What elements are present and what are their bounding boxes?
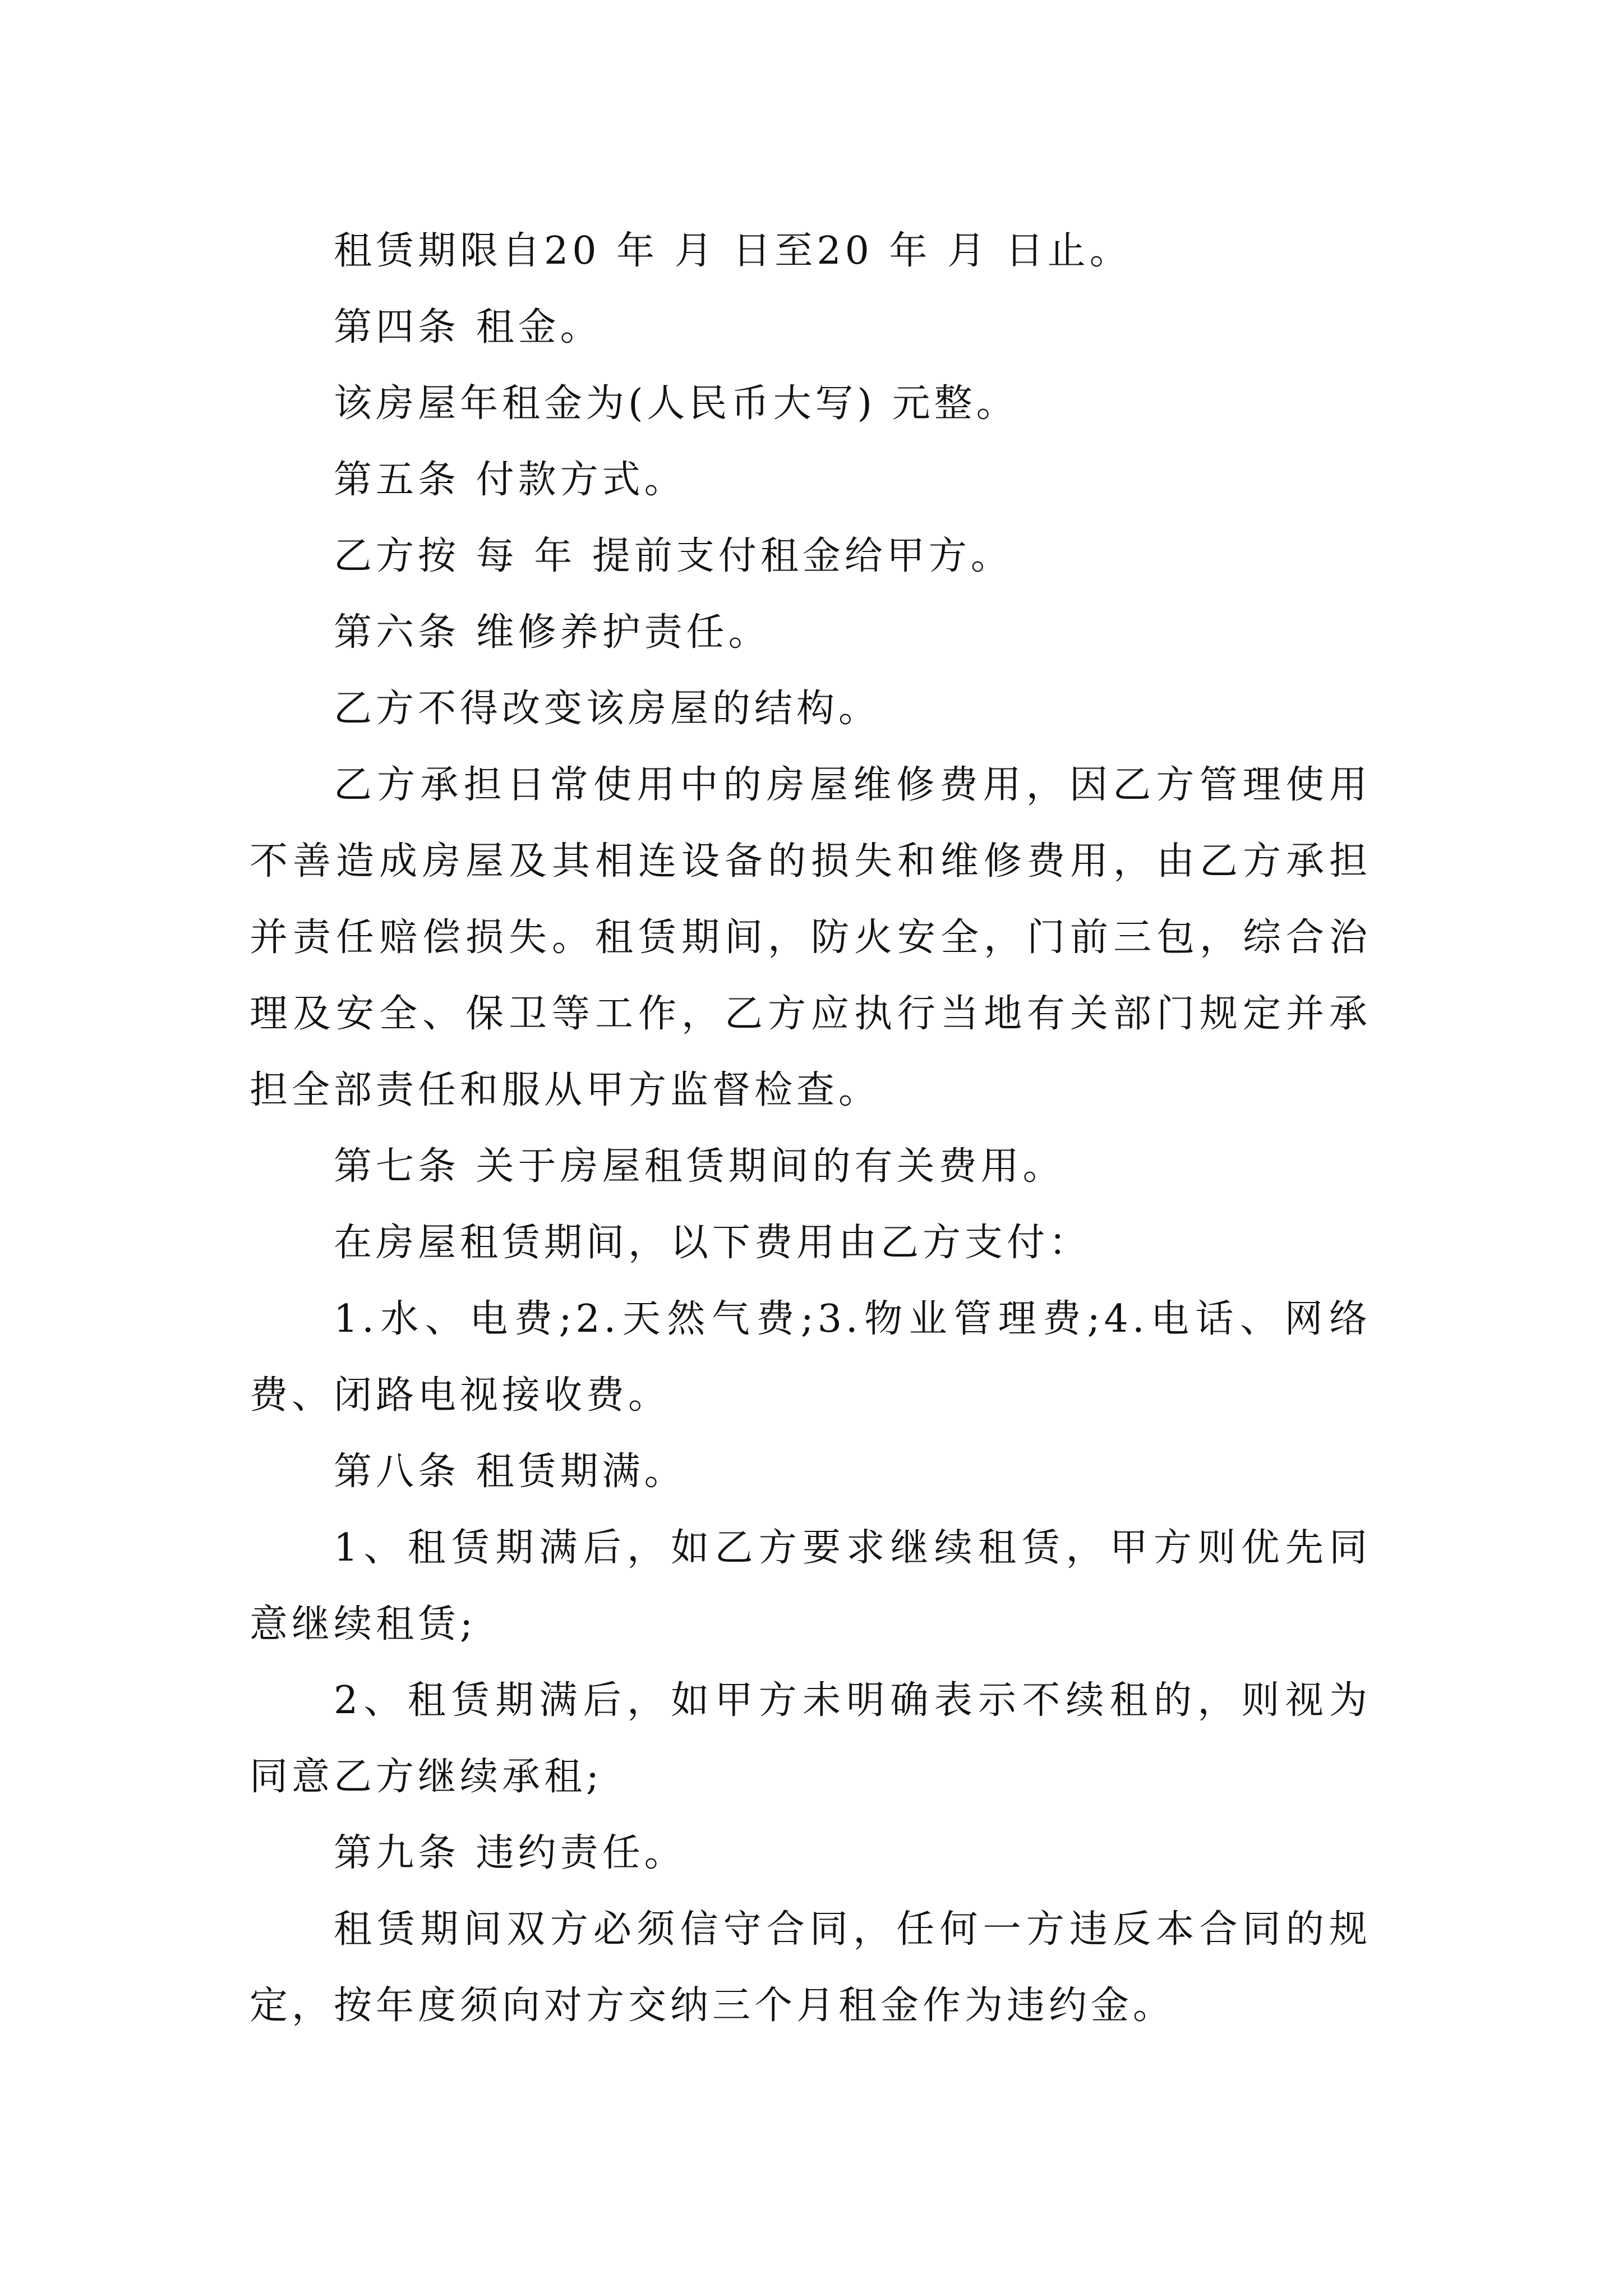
renewal-clause-1-paragraph: 1、租赁期满后，如乙方要求继续租赁，甲方则优先同意继续租赁;	[250, 1526, 1371, 1646]
lease-term-paragraph: 租赁期限自20 年 月 日至20 年 月 日止。	[334, 229, 1132, 273]
article-5-heading: 第五条 付款方式。	[334, 458, 686, 502]
article-6-heading: 第六条 维修养护责任。	[334, 610, 771, 655]
annual-rent-paragraph: 该房屋年租金为(人民币大写) 元整。	[334, 381, 1018, 426]
article-7-heading: 第七条 关于房屋租赁期间的有关费用。	[334, 1144, 1065, 1189]
article-9-heading: 第九条 违约责任。	[334, 1831, 686, 1875]
structure-clause-paragraph: 乙方不得改变该房屋的结构。	[334, 687, 881, 731]
fees-intro-paragraph: 在房屋租赁期间，以下费用由乙方支付：	[334, 1221, 1091, 1265]
fees-list-paragraph: 1.水、电费;2.天然气费;3.物业管理费;4.电话、网络费、闭路电视接收费。	[250, 1297, 1371, 1418]
renewal-clause-2-paragraph: 2、租赁期满后，如甲方未明确表示不续租的，则视为同意乙方继续承租;	[250, 1678, 1371, 1799]
maintenance-clause-paragraph: 乙方承担日常使用中的房屋维修费用，因乙方管理使用不善造成房屋及其相连设备的损失和维修费用，由乙方承担并责任赔偿损失。租赁期间，防火安全，门前三包，综合治理及安全、保卫等工作，乙方应执行当地有关部门规定并承担全部责任和服从甲方监督检查。	[250, 763, 1371, 1112]
document-body	[250, 213, 1371, 2044]
article-4-heading: 第四条 租金。	[334, 305, 602, 349]
breach-clause-paragraph: 租赁期间双方必须信守合同，任何一方违反本合同的规定，按年度须向对方交纳三个月租金作为违约金。	[250, 1907, 1371, 2028]
payment-method-paragraph: 乙方按 每 年 提前支付租金给甲方。	[334, 534, 1013, 578]
article-8-heading: 第八条 租赁期满。	[334, 1450, 686, 1494]
